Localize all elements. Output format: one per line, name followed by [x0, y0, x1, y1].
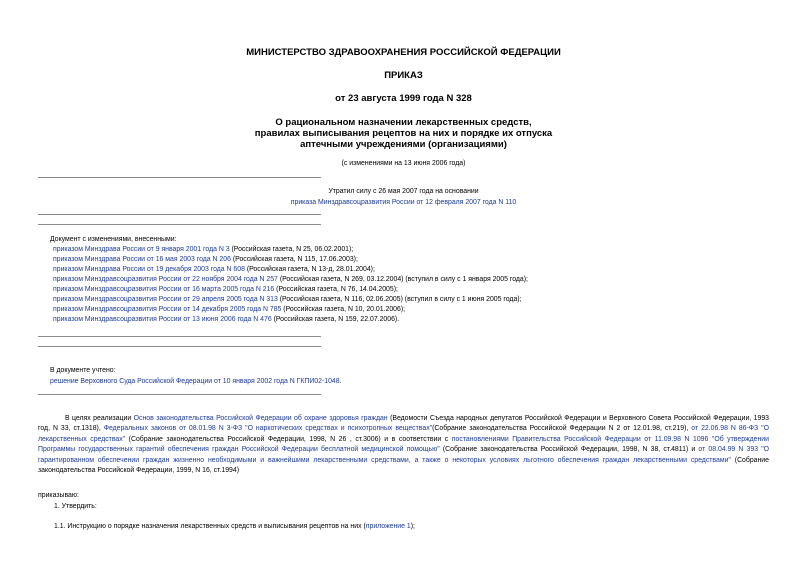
change-details: (Российская газета, N 116, 02.06.2005) (вступил в силу с 1 июня 2005 года);	[277, 296, 522, 303]
account-end: .	[339, 378, 342, 385]
change-link[interactable]: приказом Минздравсоцразвития России от 13 июня 2006 года N 476	[53, 316, 272, 323]
change-link[interactable]: приказом Минздравсоцразвития России от 29 апреля 2005 года N 313	[53, 296, 278, 303]
text-run: В целях реализации	[65, 415, 134, 422]
item-text: 1.1. Инструкцию о порядке назначения лекарственных средств и выписывания рецептов на них (	[54, 523, 366, 530]
change-details: (Российская газета, N 10, 20.01.2006);	[281, 306, 406, 313]
list-item	[53, 245, 528, 255]
list-item	[53, 285, 528, 295]
ministry-heading: МИНИСТЕРСТВО ЗДРАВООХРАНЕНИЯ РОССИЙСКОЙ ФЕДЕРАЦИИ	[246, 47, 561, 58]
document-title	[0, 117, 807, 150]
account-section	[50, 377, 342, 387]
title-line: аптечными учреждениями (организациями)	[300, 139, 507, 150]
doc-type-heading: ПРИКАЗ	[384, 70, 423, 81]
status-section	[0, 198, 807, 208]
appendix-link[interactable]: приложение 1	[365, 523, 411, 530]
preamble-paragraph	[38, 414, 769, 476]
account-intro: В документе учтено:	[50, 367, 116, 374]
changes-intro: Документ с изменениями, внесенными:	[50, 236, 177, 243]
item-1-1	[54, 522, 415, 532]
change-details: (Российская газета, N 76, 14.04.2005);	[274, 286, 398, 293]
change-link[interactable]: приказом Минздравсоцразвития России от 16 марта 2005 года N 216	[53, 286, 275, 293]
text-run: (Ведомости Съезда народных депутатов Российской Федерации и Верховного Совета Российской Федерации, 1993 год, N 33, ст.1318),	[38, 415, 769, 433]
law-link[interactable]: от 22.06.98 N 86-ФЗ "О лекарственных средствах"	[38, 425, 769, 443]
change-link[interactable]: приказом Минздравсоцразвития России от 22 ноября 2004 года N 257	[53, 276, 278, 283]
divider	[38, 224, 321, 225]
list-item	[53, 305, 528, 315]
title-line: О рациональном назначении лекарственных средств,	[275, 117, 532, 128]
divider	[38, 214, 321, 215]
law-link[interactable]: Федеральных законов от 08.01.98 N 3-ФЗ "О наркотических средствах и психотропных веществах"	[103, 425, 433, 433]
list-item	[53, 265, 528, 275]
law-link[interactable]: Основ законодательства Российской Федерации об охране здоровья граждан	[133, 415, 388, 422]
change-details: (Российская газета, N 115, 17.06.2003);	[230, 256, 358, 263]
change-link[interactable]: приказом Минздравсоцразвития России от 14 декабря 2005 года N 785	[53, 306, 282, 313]
approve-line: 1. Утвердить:	[54, 503, 97, 510]
change-link[interactable]: приказом Минздрава России от 19 декабря 2003 года N 608	[53, 266, 245, 273]
change-link[interactable]: приказом Минздрава России от 16 мая 2003 года N 206	[53, 256, 231, 263]
status-text: Утратил силу с 26 мая 2007 года на основании	[328, 188, 479, 195]
change-details: (Российская газета, N 13-д, 28.01.2004);	[244, 266, 375, 273]
law-link[interactable]: от 08.04.99 N 393 "О гарантированном обеспечении граждан жизненно необходимыми и важнейшими лекарственными средствами, а также о некоторых условиях льготного обеспечения граждан лекарственными средствами"	[38, 446, 769, 464]
list-item	[53, 295, 528, 305]
list-item	[53, 315, 528, 325]
text-run: (Собрание законодательства Российской Федерации N 2 от 12.01.98, ст.219),	[432, 425, 692, 433]
list-item	[53, 275, 528, 285]
divider	[38, 177, 321, 178]
title-line: правилах выписывания рецептов на них и порядке их отпуска	[254, 128, 553, 139]
law-link[interactable]: постановлениями Правительства Российской Федерации от 11.09.98 N 1096 "Об утверждении Программы государственных гарантий обеспечения граждан Российской Федерации бесплатной медицинской помощью"	[38, 435, 769, 454]
change-details: (Российская газета, N 269, 03.12.2004) (вступил в силу с 1 января 2005 года);	[277, 276, 528, 283]
text-run: (Собрание законодательства Российской Федерации, 1999, N 16, ст.1994)	[38, 456, 769, 475]
item-text-end: );	[410, 523, 415, 530]
text-run: (Собрание законодательства Российской Федерации, 1998, N 26 , ст.3006) и в соответствии с	[125, 435, 452, 443]
date-number-heading: от 23 августа 1999 года N 328	[335, 93, 472, 104]
orders-line: приказываю:	[38, 492, 79, 499]
change-details: (Российская газета, N 159, 22.07.2006).	[271, 316, 400, 323]
changes-note: (с изменениями на 13 июня 2006 года)	[341, 160, 466, 167]
court-decision-link[interactable]: решение Верховного Суда Российской Федерации от 10 января 2002 года N ГКПИ02-1048	[50, 378, 340, 385]
text-run: (Собрание законодательства Российской Федерации, 1998, N 38, ст.4811) и	[439, 446, 699, 454]
changes-list	[53, 245, 528, 325]
list-item	[53, 255, 528, 265]
divider	[38, 346, 321, 347]
divider	[38, 394, 321, 395]
status-link[interactable]: приказа Минздравсоцразвития России от 12 февраля 2007 года N 110	[290, 199, 517, 206]
divider	[38, 336, 321, 337]
change-link[interactable]: приказом Минздрава России от 9 января 2001 года N 3	[53, 246, 230, 253]
change-details: (Российская газета, N 25, 06.02.2001);	[229, 246, 354, 253]
